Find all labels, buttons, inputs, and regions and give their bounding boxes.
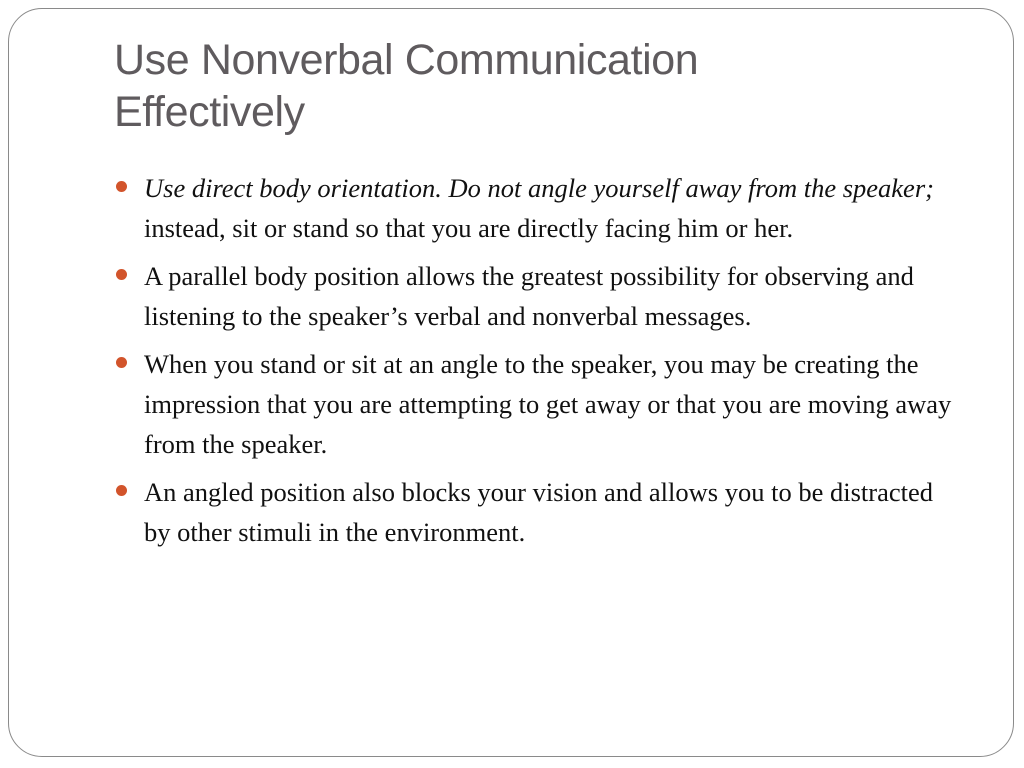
bullet-item-4 [116,472,966,552]
bullet-2-text: A parallel body position allows the greatest possibility for observing and listening to the speaker’s verbal and nonverbal messages. [144,261,914,331]
bullet-dot-icon [116,485,127,496]
bullet-dot-icon [116,357,127,368]
bullet-dot-icon [116,181,127,192]
slide-title-line-1: Use Nonverbal Communication [114,36,699,84]
slide-title [114,34,934,138]
bullet-dot-icon [116,269,127,280]
bullet-list [116,168,966,560]
bullet-4-text: An angled position also blocks your vision and allows you to be distracted by other stimuli in the environment. [144,477,933,547]
bullet-item-3 [116,344,966,464]
slide-title-line-2: Effectively [114,88,305,136]
bullet-1-text: instead, sit or stand so that you are directly facing him or her. [144,213,794,243]
bullet-item-1 [116,168,966,248]
bullet-3-text: When you stand or sit at an angle to the speaker, you may be creating the impression that you are attempting to get away or that you are moving away from the speaker. [144,349,952,459]
bullet-item-2 [116,256,966,336]
bullet-1-italic-text: Use direct body orientation. Do not angle yourself away from the speaker; [144,173,934,203]
